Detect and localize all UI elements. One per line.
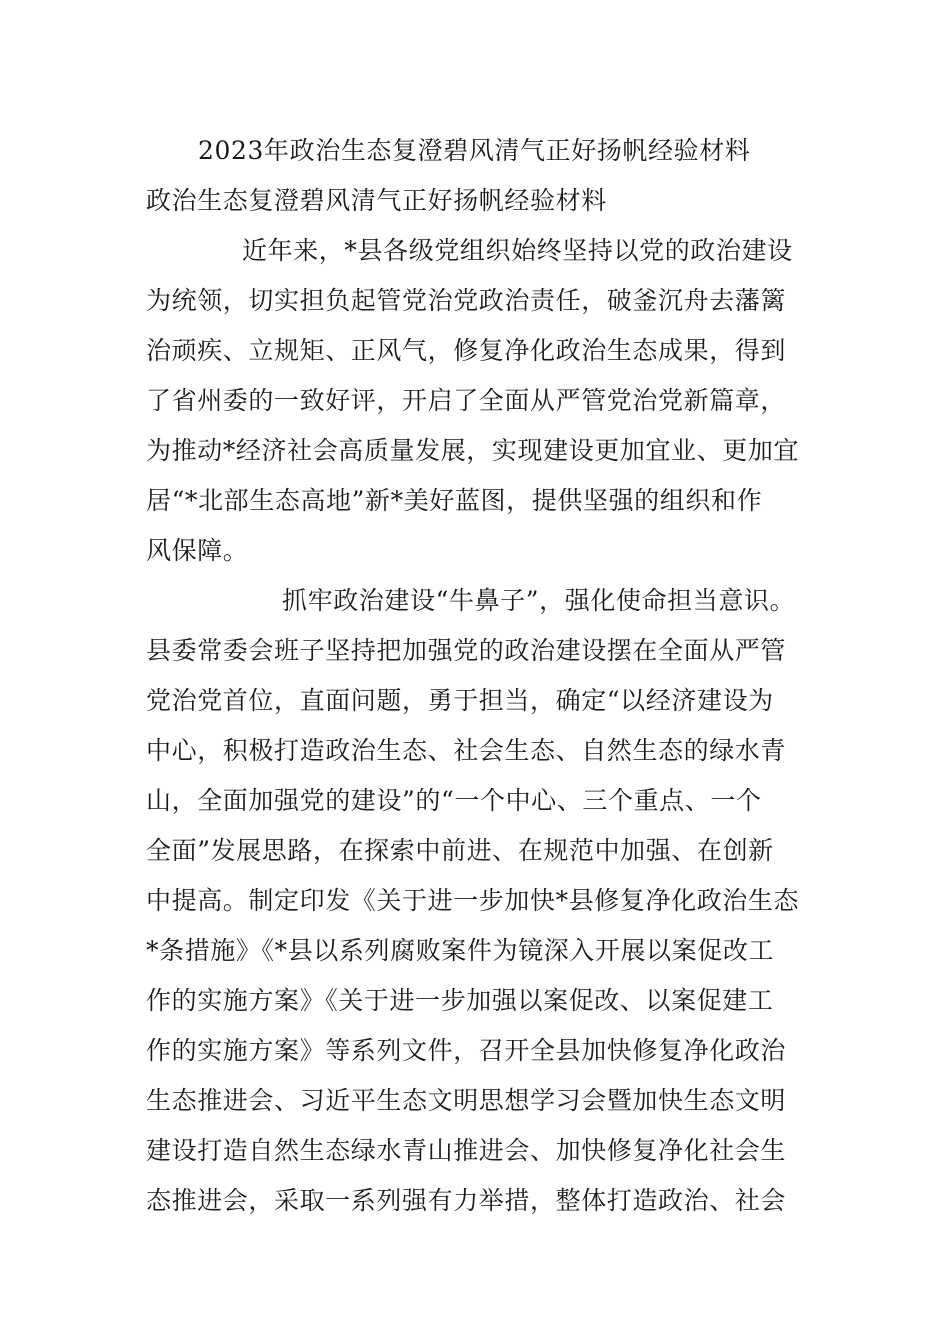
body-line: 治顽疾、立规矩、正风气，修复净化政治生态成果，得到 [146, 336, 787, 365]
body-line: 全面”发展思路，在探索中前进、在规范中加强、在创新 [146, 836, 774, 865]
body-line: 县委常委会班子坚持把加强党的政治建设摆在全面从严管 [146, 636, 787, 665]
body-line: 山，全面加强党的建设”的“一个中心、三个重点、一个 [146, 786, 762, 815]
body-line: 中心，积极打造政治生态、社会生态、自然生态的绿水青 [146, 736, 787, 765]
section-heading-line: 抓牢政治建设“牛鼻子”，强化使命担当意识。 [282, 586, 796, 615]
body-line: 生态推进会、习近平生态文明思想学习会暨加快生态文明 [146, 1086, 787, 1115]
body-line: *条措施》《*县以系列腐败案件为镜深入开展以案促改工 [146, 936, 775, 965]
body-line: 了省州委的一致好评，开启了全面从严管党治党新篇章， [146, 386, 787, 415]
body-line: 党治党首位，直面问题，勇于担当，确定“以经济建设为 [146, 686, 774, 715]
body-line: 为统领，切实担负起管党治党政治责任，破釜沉舟去藩篱 [146, 286, 787, 315]
body-line: 建设打造自然生态绿水青山推进会、加快修复净化社会生 [146, 1136, 787, 1165]
document-subtitle: 政治生态复澄碧风清气正好扬帆经验材料 [146, 186, 607, 215]
body-line: 为推动*经济社会高质量发展，实现建设更加宜业、更加宜 [146, 436, 800, 465]
body-line: 作的实施方案》等系列文件，召开全县加快修复净化政治 [146, 1036, 787, 1065]
body-line: 近年来，*县各级党组织始终坚持以党的政治建设 [242, 236, 793, 265]
body-line: 风保障。 [146, 536, 249, 565]
body-line: 作的实施方案》《关于进一步加强以案促改、以案促建工 [146, 986, 774, 1015]
body-line: 态推进会，采取一系列强有力举措，整体打造政治、社会 [146, 1186, 787, 1215]
document-title: 2023年政治生态复澄碧风清气正好扬帆经验材料 [198, 136, 751, 165]
body-line: 居“*北部生态高地”新*美好蓝图，提供坚强的组织和作 [146, 486, 763, 515]
body-line: 中提高。制定印发《关于进一步加快*县修复净化政治生态 [146, 886, 800, 915]
